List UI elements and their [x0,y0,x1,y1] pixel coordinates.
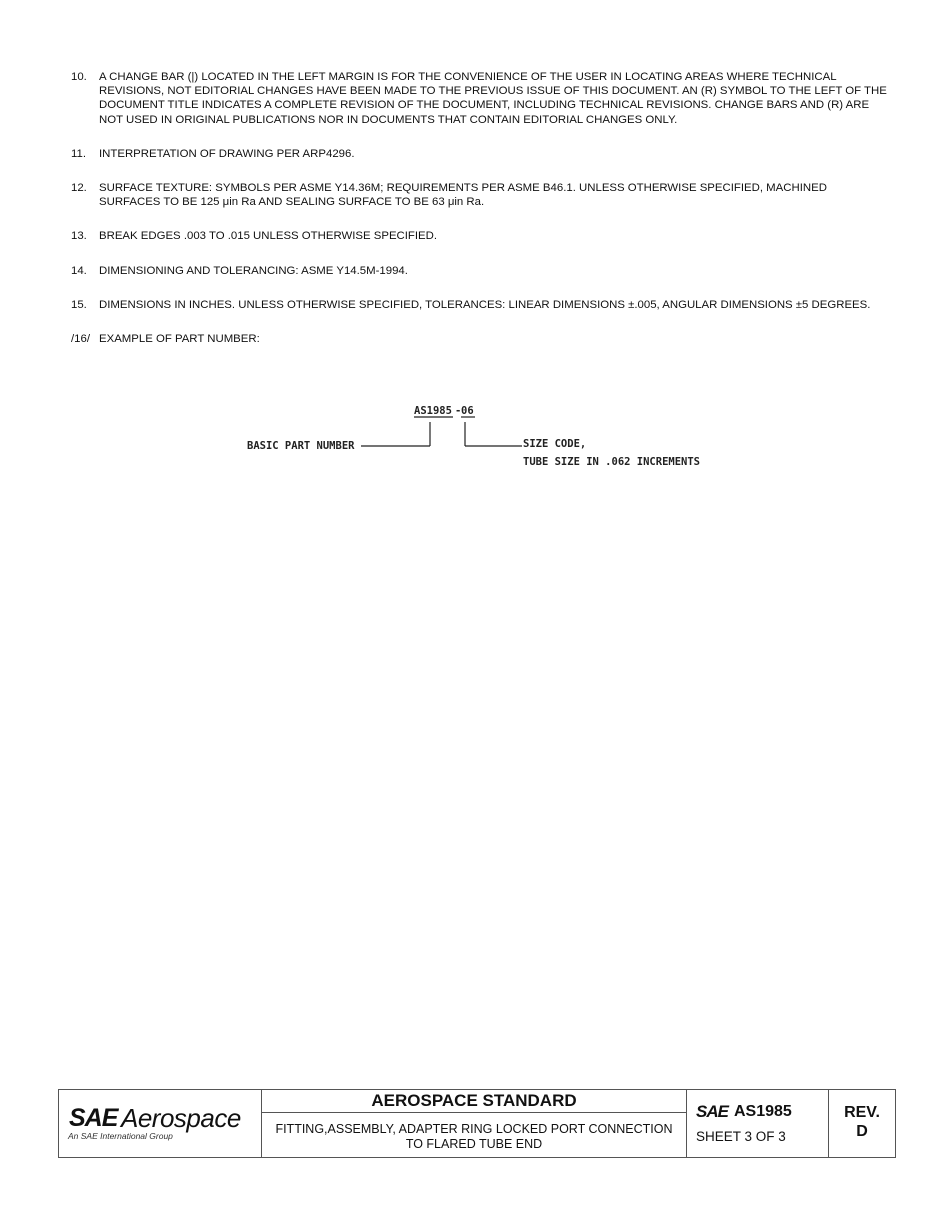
note-text: INTERPRETATION OF DRAWING PER ARP4296. [99,147,355,160]
size-code-value: 06 [461,405,474,417]
revision-label: REV. [844,1104,880,1121]
document-number-cell [687,1090,829,1157]
note-text: EXAMPLE OF PART NUMBER: [99,333,260,346]
note-number: 11. [71,147,86,160]
document-description [262,1113,686,1157]
note-16 [71,332,891,346]
note-text: SURFACE TEXTURE: SYMBOLS PER ASME Y14.36M; REQUIREMENTS PER ASME B46.1. UNLESS OTHERWISE SPECIFIED, MACHINED SURFACES TO BE 125 μin Ra AND SEALING SURFACE TO BE 63 μin Ra. [99,182,827,209]
general-notes [71,70,891,366]
part-number-example-diagram [240,400,740,480]
note-text: A CHANGE BAR (|) LOCATED IN THE LEFT MARGIN IS FOR THE CONVENIENCE OF THE USER IN LOCATING AREAS WHERE TECHNICAL REVISIONS, NOT EDITORIAL CHANGES HAVE BEEN MADE TO THE PREVIOUS ISSUE OF THIS DOCUMENT. AN (R) SYMBOL TO THE LEFT OF THE DOCUMENT TITLE INDICATES A COMPLETE REVISION OF THE DOCUMENT, INCLUDING TECHNICAL REVISIONS. CHANGE BARS AND (R) ARE NOT USED IN ORIGINAL PUBLICATIONS NOR IN DOCUMENTS THAT CONTAIN EDITORIAL CHANGES ONLY. [99,71,887,126]
note-number: 13. [71,230,87,243]
note-15 [71,298,891,312]
note-13 [71,229,891,243]
title-cell [262,1090,687,1157]
sae-aerospace-logo [59,1090,262,1157]
note-11 [71,147,891,161]
aerospace-wordmark: Aerospace [121,1103,241,1133]
description-line-2: TO FLARED TUBE END [405,1137,543,1151]
note-14 [71,264,891,278]
basic-part-code: AS1985 [414,405,452,417]
description-line-1: FITTING,ASSEMBLY, ADAPTER RING LOCKED PORT CONNECTION [275,1122,673,1136]
note-number: 15. [71,298,87,311]
note-text: DIMENSIONING AND TOLERANCING: ASME Y14.5M-1994. [99,264,408,277]
sae-small-logo: SAE [696,1102,728,1121]
note-number: /16/ [71,333,90,346]
note-number: 10. [71,71,87,83]
note-text: BREAK EDGES .003 TO .015 UNLESS OTHERWISE SPECIFIED. [99,230,438,243]
standard-title: AEROSPACE STANDARD [262,1090,686,1113]
logo-tagline: An SAE International Group [68,1131,173,1141]
revision-cell [829,1090,895,1157]
note-text: DIMENSIONS IN INCHES. UNLESS OTHERWISE SPECIFIED, TOLERANCES: LINEAR DIMENSIONS ±.005, ANGULAR DIMENSIONS ±5 DEGREES. [99,298,871,311]
sheet-number: SHEET 3 OF 3 [696,1129,786,1144]
part-dash: - [455,405,462,417]
document-number: AS1985 [734,1103,792,1120]
size-code-label: SIZE CODE, [523,438,587,450]
revision-value: D [856,1123,868,1140]
note-number: 14. [71,264,87,277]
note-number: 12. [71,182,87,195]
title-block [58,1089,896,1158]
size-code-description: TUBE SIZE IN .062 INCREMENTS [523,456,701,468]
note-10 [71,70,891,127]
note-12 [71,181,891,209]
sae-logo-mark: SAE [69,1104,118,1132]
basic-part-label: BASIC PART NUMBER [247,440,355,452]
